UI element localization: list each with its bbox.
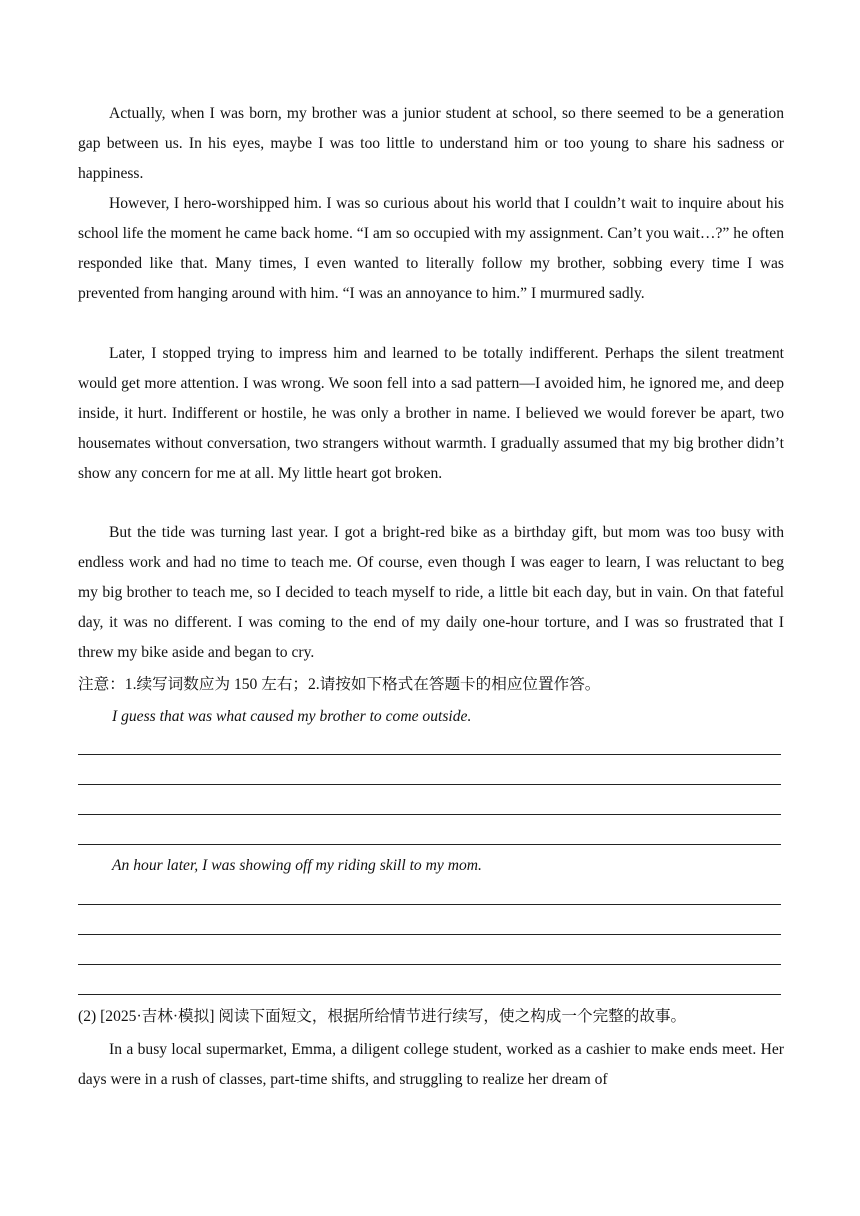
task-2-heading: (2) [2025·吉林·模拟] 阅读下面短文，根据所给情节进行续写，使之构成一个完整的故事。: [78, 1008, 687, 1025]
answer-line[interactable]: [78, 904, 781, 905]
continuation-prompt-2: An hour later, I was showing off my riding skill to my mom.: [112, 857, 482, 874]
answer-line[interactable]: [78, 934, 781, 935]
writing-instructions: 注意：1.续写词数应为 150 左右；2.请按如下格式在答题卡的相应位置作答。: [78, 676, 601, 693]
answer-line[interactable]: [78, 994, 781, 995]
answer-line[interactable]: [78, 784, 781, 785]
passage-paragraph-1: Actually, when I was born, my brother was a junior student at school, so there seemed to be a generation gap between us. In his eyes, maybe I was too little to understand him or too young to share his sadness or happiness.: [78, 105, 784, 182]
passage-paragraph-2: However, I hero-worshipped him. I was so curious about his world that I couldn’t wait to inquire about his school life the moment he came back home. “I am so occupied with my assignment. Can’t you wait…?” he often responded like that. Many times, I even wanted to literally follow my brother, sobbing every time I was prevented from hanging around with him. “I was an annoyance to him.” I murmured sadly.: [78, 195, 784, 302]
answer-line[interactable]: [78, 964, 781, 965]
passage-paragraph-3: Later, I stopped trying to impress him and learned to be totally indifferent. Perhaps the silent treatment would get more attention. I was wrong. We soon fell into a sad pattern—I avoided him, he ignored me, and deep inside, it hurt. Indifferent or hostile, he was only a brother in name. I believed we would forever be apart, two housemates without conversation, two strangers without warmth. I gradually assumed that my big brother didn’t show any concern for me at all. My little heart got broken.: [78, 345, 784, 482]
continuation-prompt-1: I guess that was what caused my brother to come outside.: [112, 708, 472, 725]
answer-line[interactable]: [78, 814, 781, 815]
passage-paragraph-4: But the tide was turning last year. I got a bright-red bike as a birthday gift, but mom was too busy with endless work and had no time to teach me. Of course, even though I was eager to learn, I was reluctant to beg my big brother to teach me, so I decided to teach myself to ride, a little bit each day, but in vain. On that fateful day, it was no different. I was coming to the end of my daily one-hour torture, and I was so frustrated that I threw my bike aside and began to cry.: [78, 524, 784, 661]
answer-line[interactable]: [78, 754, 781, 755]
answer-line[interactable]: [78, 844, 781, 845]
task-2-paragraph-1: In a busy local supermarket, Emma, a diligent college student, worked as a cashier to make ends meet. Her days were in a rush of classes, part-time shifts, and struggling to realize her dream of: [78, 1041, 784, 1088]
